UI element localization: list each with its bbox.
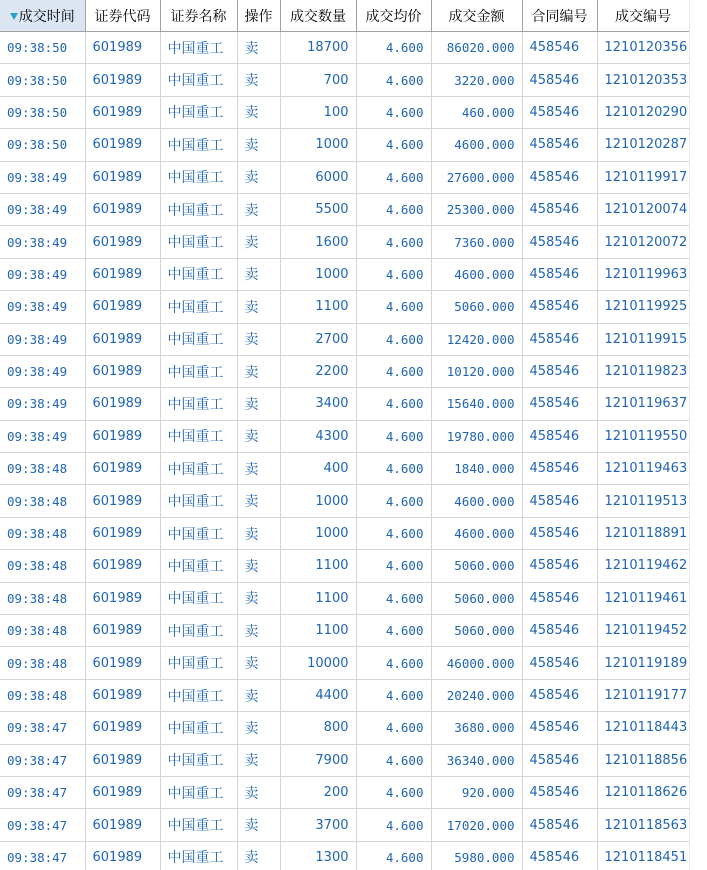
cell-avg-price: 4.600 <box>356 615 431 647</box>
table-row[interactable] <box>0 517 689 549</box>
cell-operation: 卖 <box>237 129 280 161</box>
cell-trade-time: 09:38:49 <box>0 226 85 258</box>
cell-security-name: 中国重工 <box>160 64 237 96</box>
cell-security-name: 中国重工 <box>160 323 237 355</box>
table-row[interactable] <box>0 161 689 193</box>
cell-quantity: 1000 <box>280 485 356 517</box>
cell-deal-no: 1210118451 <box>597 841 689 870</box>
cell-security-code: 601989 <box>85 96 160 128</box>
cell-operation: 卖 <box>237 64 280 96</box>
cell-amount: 3680.000 <box>431 712 522 744</box>
cell-trade-time: 09:38:49 <box>0 193 85 225</box>
table-row[interactable] <box>0 841 689 870</box>
cell-amount: 20240.000 <box>431 679 522 711</box>
cell-operation: 卖 <box>237 679 280 711</box>
cell-security-name: 中国重工 <box>160 226 237 258</box>
cell-security-name: 中国重工 <box>160 615 237 647</box>
column-header-trade-time[interactable] <box>0 0 85 32</box>
cell-contract-no: 458546 <box>522 679 597 711</box>
cell-deal-no: 1210118563 <box>597 809 689 841</box>
cell-trade-time: 09:38:49 <box>0 258 85 290</box>
cell-deal-no: 1210120072 <box>597 226 689 258</box>
cell-contract-no: 458546 <box>522 712 597 744</box>
cell-security-code: 601989 <box>85 776 160 808</box>
column-header-amount[interactable] <box>431 0 522 32</box>
cell-trade-time: 09:38:49 <box>0 291 85 323</box>
table-row[interactable] <box>0 776 689 808</box>
cell-avg-price: 4.600 <box>356 712 431 744</box>
cell-security-code: 601989 <box>85 615 160 647</box>
cell-operation: 卖 <box>237 355 280 387</box>
cell-quantity: 2200 <box>280 355 356 387</box>
table-row[interactable] <box>0 712 689 744</box>
cell-security-code: 601989 <box>85 485 160 517</box>
column-header-label: 成交数量 <box>290 8 346 25</box>
cell-amount: 7360.000 <box>431 226 522 258</box>
cell-operation: 卖 <box>237 323 280 355</box>
cell-operation: 卖 <box>237 420 280 452</box>
cell-operation: 卖 <box>237 161 280 193</box>
cell-trade-time: 09:38:48 <box>0 615 85 647</box>
column-header-operation[interactable] <box>237 0 280 32</box>
cell-contract-no: 458546 <box>522 841 597 870</box>
cell-amount: 25300.000 <box>431 193 522 225</box>
cell-contract-no: 458546 <box>522 453 597 485</box>
table-row[interactable] <box>0 193 689 225</box>
cell-quantity: 3700 <box>280 809 356 841</box>
cell-security-code: 601989 <box>85 647 160 679</box>
column-header-label: 证券名称 <box>170 8 227 25</box>
cell-avg-price: 4.600 <box>356 32 431 64</box>
cell-trade-time: 09:38:47 <box>0 712 85 744</box>
column-header-quantity[interactable] <box>280 0 356 32</box>
cell-deal-no: 1210119823 <box>597 355 689 387</box>
cell-operation: 卖 <box>237 226 280 258</box>
cell-contract-no: 458546 <box>522 615 597 647</box>
cell-trade-time: 09:38:50 <box>0 64 85 96</box>
cell-operation: 卖 <box>237 615 280 647</box>
cell-contract-no: 458546 <box>522 647 597 679</box>
cell-quantity: 3400 <box>280 388 356 420</box>
cell-quantity: 1300 <box>280 841 356 870</box>
table-row[interactable] <box>0 485 689 517</box>
cell-deal-no: 1210120290 <box>597 96 689 128</box>
table-row[interactable] <box>0 258 689 290</box>
cell-quantity: 800 <box>280 712 356 744</box>
cell-contract-no: 458546 <box>522 64 597 96</box>
cell-operation: 卖 <box>237 453 280 485</box>
cell-amount: 17020.000 <box>431 809 522 841</box>
column-header-avg-price[interactable] <box>356 0 431 32</box>
cell-trade-time: 09:38:48 <box>0 485 85 517</box>
cell-security-code: 601989 <box>85 32 160 64</box>
table-row[interactable] <box>0 291 689 323</box>
cell-amount: 4600.000 <box>431 485 522 517</box>
table-row[interactable] <box>0 129 689 161</box>
cell-quantity: 1000 <box>280 129 356 161</box>
cell-security-code: 601989 <box>85 809 160 841</box>
vertical-scrollbar-area[interactable] <box>689 0 707 870</box>
cell-contract-no: 458546 <box>522 517 597 549</box>
cell-trade-time: 09:38:49 <box>0 161 85 193</box>
cell-trade-time: 09:38:50 <box>0 129 85 161</box>
cell-trade-time: 09:38:50 <box>0 96 85 128</box>
cell-trade-time: 09:38:49 <box>0 323 85 355</box>
cell-amount: 4600.000 <box>431 129 522 161</box>
cell-trade-time: 09:38:50 <box>0 32 85 64</box>
cell-quantity: 6000 <box>280 161 356 193</box>
cell-security-code: 601989 <box>85 388 160 420</box>
cell-security-name: 中国重工 <box>160 744 237 776</box>
cell-quantity: 1100 <box>280 615 356 647</box>
cell-quantity: 700 <box>280 64 356 96</box>
cell-avg-price: 4.600 <box>356 485 431 517</box>
cell-quantity: 5500 <box>280 193 356 225</box>
cell-trade-time: 09:38:47 <box>0 744 85 776</box>
column-header-label: 成交均价 <box>365 8 422 25</box>
cell-amount: 5060.000 <box>431 291 522 323</box>
cell-avg-price: 4.600 <box>356 776 431 808</box>
cell-amount: 86020.000 <box>431 32 522 64</box>
cell-security-name: 中国重工 <box>160 291 237 323</box>
cell-operation: 卖 <box>237 258 280 290</box>
cell-deal-no: 1210118891 <box>597 517 689 549</box>
cell-deal-no: 1210119915 <box>597 323 689 355</box>
cell-deal-no: 1210119461 <box>597 582 689 614</box>
cell-security-name: 中国重工 <box>160 550 237 582</box>
cell-quantity: 4400 <box>280 679 356 711</box>
cell-security-name: 中国重工 <box>160 453 237 485</box>
cell-quantity: 18700 <box>280 32 356 64</box>
table-row[interactable] <box>0 809 689 841</box>
cell-deal-no: 1210119550 <box>597 420 689 452</box>
cell-security-code: 601989 <box>85 355 160 387</box>
cell-amount: 36340.000 <box>431 744 522 776</box>
table-row[interactable] <box>0 582 689 614</box>
cell-deal-no: 1210119925 <box>597 291 689 323</box>
cell-avg-price: 4.600 <box>356 129 431 161</box>
cell-contract-no: 458546 <box>522 291 597 323</box>
cell-avg-price: 4.600 <box>356 64 431 96</box>
cell-operation: 卖 <box>237 712 280 744</box>
sort-descending-icon <box>10 13 18 20</box>
cell-operation: 卖 <box>237 582 280 614</box>
cell-security-name: 中国重工 <box>160 679 237 711</box>
cell-operation: 卖 <box>237 744 280 776</box>
table-row[interactable] <box>0 453 689 485</box>
cell-deal-no: 1210120287 <box>597 129 689 161</box>
cell-contract-no: 458546 <box>522 582 597 614</box>
cell-amount: 5060.000 <box>431 550 522 582</box>
column-header-label: 合同编号 <box>531 8 588 25</box>
cell-security-name: 中国重工 <box>160 129 237 161</box>
cell-security-code: 601989 <box>85 679 160 711</box>
cell-deal-no: 1210119463 <box>597 453 689 485</box>
cell-quantity: 4300 <box>280 420 356 452</box>
cell-trade-time: 09:38:47 <box>0 776 85 808</box>
cell-avg-price: 4.600 <box>356 809 431 841</box>
cell-security-name: 中国重工 <box>160 32 237 64</box>
cell-amount: 5980.000 <box>431 841 522 870</box>
cell-quantity: 100 <box>280 96 356 128</box>
cell-trade-time: 09:38:49 <box>0 388 85 420</box>
cell-trade-time: 09:38:48 <box>0 679 85 711</box>
cell-operation: 卖 <box>237 647 280 679</box>
cell-contract-no: 458546 <box>522 744 597 776</box>
cell-contract-no: 458546 <box>522 32 597 64</box>
cell-amount: 10120.000 <box>431 355 522 387</box>
table-header-row <box>0 0 689 32</box>
cell-avg-price: 4.600 <box>356 96 431 128</box>
cell-security-code: 601989 <box>85 193 160 225</box>
cell-avg-price: 4.600 <box>356 291 431 323</box>
cell-avg-price: 4.600 <box>356 193 431 225</box>
cell-security-code: 601989 <box>85 226 160 258</box>
cell-security-code: 601989 <box>85 582 160 614</box>
table-row[interactable] <box>0 744 689 776</box>
cell-security-name: 中国重工 <box>160 96 237 128</box>
cell-contract-no: 458546 <box>522 258 597 290</box>
cell-amount: 460.000 <box>431 96 522 128</box>
cell-amount: 27600.000 <box>431 161 522 193</box>
cell-contract-no: 458546 <box>522 226 597 258</box>
cell-security-code: 601989 <box>85 841 160 870</box>
cell-operation: 卖 <box>237 485 280 517</box>
cell-avg-price: 4.600 <box>356 517 431 549</box>
cell-contract-no: 458546 <box>522 809 597 841</box>
cell-security-code: 601989 <box>85 258 160 290</box>
cell-security-name: 中国重工 <box>160 776 237 808</box>
cell-contract-no: 458546 <box>522 96 597 128</box>
table-row[interactable] <box>0 64 689 96</box>
cell-avg-price: 4.600 <box>356 841 431 870</box>
cell-amount: 1840.000 <box>431 453 522 485</box>
cell-deal-no: 1210119637 <box>597 388 689 420</box>
cell-operation: 卖 <box>237 388 280 420</box>
cell-operation: 卖 <box>237 841 280 870</box>
cell-security-name: 中国重工 <box>160 420 237 452</box>
cell-quantity: 1000 <box>280 517 356 549</box>
cell-security-code: 601989 <box>85 420 160 452</box>
cell-security-name: 中国重工 <box>160 517 237 549</box>
cell-trade-time: 09:38:48 <box>0 550 85 582</box>
cell-trade-time: 09:38:49 <box>0 355 85 387</box>
cell-contract-no: 458546 <box>522 485 597 517</box>
cell-quantity: 400 <box>280 453 356 485</box>
cell-deal-no: 1210118443 <box>597 712 689 744</box>
cell-operation: 卖 <box>237 291 280 323</box>
cell-avg-price: 4.600 <box>356 355 431 387</box>
cell-security-code: 601989 <box>85 712 160 744</box>
column-header-label: 成交时间 <box>18 8 75 25</box>
cell-deal-no: 1210118626 <box>597 776 689 808</box>
cell-security-code: 601989 <box>85 517 160 549</box>
table-row[interactable] <box>0 388 689 420</box>
column-header-label: 证券代码 <box>94 8 151 25</box>
cell-deal-no: 1210120353 <box>597 64 689 96</box>
cell-deal-no: 1210120074 <box>597 193 689 225</box>
cell-security-name: 中国重工 <box>160 258 237 290</box>
cell-security-name: 中国重工 <box>160 388 237 420</box>
cell-contract-no: 458546 <box>522 355 597 387</box>
cell-avg-price: 4.600 <box>356 323 431 355</box>
cell-contract-no: 458546 <box>522 129 597 161</box>
column-header-deal-no[interactable] <box>597 0 689 32</box>
cell-security-code: 601989 <box>85 550 160 582</box>
cell-amount: 12420.000 <box>431 323 522 355</box>
cell-operation: 卖 <box>237 517 280 549</box>
cell-avg-price: 4.600 <box>356 582 431 614</box>
cell-contract-no: 458546 <box>522 550 597 582</box>
cell-security-name: 中国重工 <box>160 355 237 387</box>
cell-security-code: 601989 <box>85 161 160 193</box>
cell-contract-no: 458546 <box>522 323 597 355</box>
table-body <box>0 32 689 870</box>
cell-contract-no: 458546 <box>522 388 597 420</box>
cell-avg-price: 4.600 <box>356 550 431 582</box>
cell-quantity: 7900 <box>280 744 356 776</box>
cell-contract-no: 458546 <box>522 420 597 452</box>
cell-operation: 卖 <box>237 776 280 808</box>
cell-amount: 920.000 <box>431 776 522 808</box>
cell-deal-no: 1210118856 <box>597 744 689 776</box>
table-row[interactable] <box>0 647 689 679</box>
table-row[interactable] <box>0 355 689 387</box>
cell-avg-price: 4.600 <box>356 226 431 258</box>
cell-deal-no: 1210119177 <box>597 679 689 711</box>
cell-amount: 15640.000 <box>431 388 522 420</box>
cell-deal-no: 1210119189 <box>597 647 689 679</box>
cell-deal-no: 1210120356 <box>597 32 689 64</box>
cell-avg-price: 4.600 <box>356 647 431 679</box>
cell-security-name: 中国重工 <box>160 647 237 679</box>
column-header-security-code[interactable] <box>85 0 160 32</box>
cell-avg-price: 4.600 <box>356 420 431 452</box>
cell-deal-no: 1210119917 <box>597 161 689 193</box>
cell-trade-time: 09:38:47 <box>0 809 85 841</box>
table-row[interactable] <box>0 679 689 711</box>
column-header-contract-no[interactable] <box>522 0 597 32</box>
cell-trade-time: 09:38:48 <box>0 647 85 679</box>
column-header-label: 操作 <box>244 8 273 25</box>
cell-operation: 卖 <box>237 32 280 64</box>
cell-amount: 4600.000 <box>431 258 522 290</box>
cell-avg-price: 4.600 <box>356 161 431 193</box>
cell-trade-time: 09:38:49 <box>0 420 85 452</box>
table-row[interactable] <box>0 96 689 128</box>
cell-operation: 卖 <box>237 96 280 128</box>
table-row[interactable] <box>0 32 689 64</box>
cell-security-name: 中国重工 <box>160 841 237 870</box>
cell-security-code: 601989 <box>85 291 160 323</box>
cell-deal-no: 1210119452 <box>597 615 689 647</box>
table-row[interactable] <box>0 323 689 355</box>
cell-operation: 卖 <box>237 193 280 225</box>
cell-security-code: 601989 <box>85 323 160 355</box>
column-header-label: 成交编号 <box>615 8 671 25</box>
cell-trade-time: 09:38:48 <box>0 453 85 485</box>
cell-quantity: 1600 <box>280 226 356 258</box>
column-header-security-name[interactable] <box>160 0 237 32</box>
cell-security-name: 中国重工 <box>160 193 237 225</box>
cell-trade-time: 09:38:47 <box>0 841 85 870</box>
cell-operation: 卖 <box>237 809 280 841</box>
cell-deal-no: 1210119963 <box>597 258 689 290</box>
cell-trade-time: 09:38:48 <box>0 517 85 549</box>
cell-quantity: 200 <box>280 776 356 808</box>
cell-quantity: 1100 <box>280 582 356 614</box>
cell-amount: 46000.000 <box>431 647 522 679</box>
cell-security-name: 中国重工 <box>160 161 237 193</box>
cell-security-name: 中国重工 <box>160 712 237 744</box>
cell-amount: 5060.000 <box>431 615 522 647</box>
table-row[interactable] <box>0 420 689 452</box>
cell-deal-no: 1210119462 <box>597 550 689 582</box>
cell-avg-price: 4.600 <box>356 744 431 776</box>
cell-amount: 3220.000 <box>431 64 522 96</box>
cell-avg-price: 4.600 <box>356 679 431 711</box>
table-row[interactable] <box>0 550 689 582</box>
cell-avg-price: 4.600 <box>356 258 431 290</box>
cell-quantity: 1100 <box>280 291 356 323</box>
cell-operation: 卖 <box>237 550 280 582</box>
cell-security-code: 601989 <box>85 64 160 96</box>
cell-trade-time: 09:38:48 <box>0 582 85 614</box>
cell-security-code: 601989 <box>85 453 160 485</box>
cell-contract-no: 458546 <box>522 161 597 193</box>
column-header-label: 成交金额 <box>448 8 505 25</box>
cell-security-code: 601989 <box>85 129 160 161</box>
cell-avg-price: 4.600 <box>356 388 431 420</box>
table-row[interactable] <box>0 226 689 258</box>
cell-security-name: 中国重工 <box>160 485 237 517</box>
cell-security-name: 中国重工 <box>160 809 237 841</box>
cell-quantity: 1100 <box>280 550 356 582</box>
cell-deal-no: 1210119513 <box>597 485 689 517</box>
cell-quantity: 1000 <box>280 258 356 290</box>
cell-amount: 4600.000 <box>431 517 522 549</box>
cell-contract-no: 458546 <box>522 776 597 808</box>
cell-amount: 19780.000 <box>431 420 522 452</box>
table-row[interactable] <box>0 615 689 647</box>
cell-contract-no: 458546 <box>522 193 597 225</box>
cell-security-code: 601989 <box>85 744 160 776</box>
cell-amount: 5060.000 <box>431 582 522 614</box>
cell-quantity: 2700 <box>280 323 356 355</box>
cell-security-name: 中国重工 <box>160 582 237 614</box>
cell-avg-price: 4.600 <box>356 453 431 485</box>
cell-quantity: 10000 <box>280 647 356 679</box>
